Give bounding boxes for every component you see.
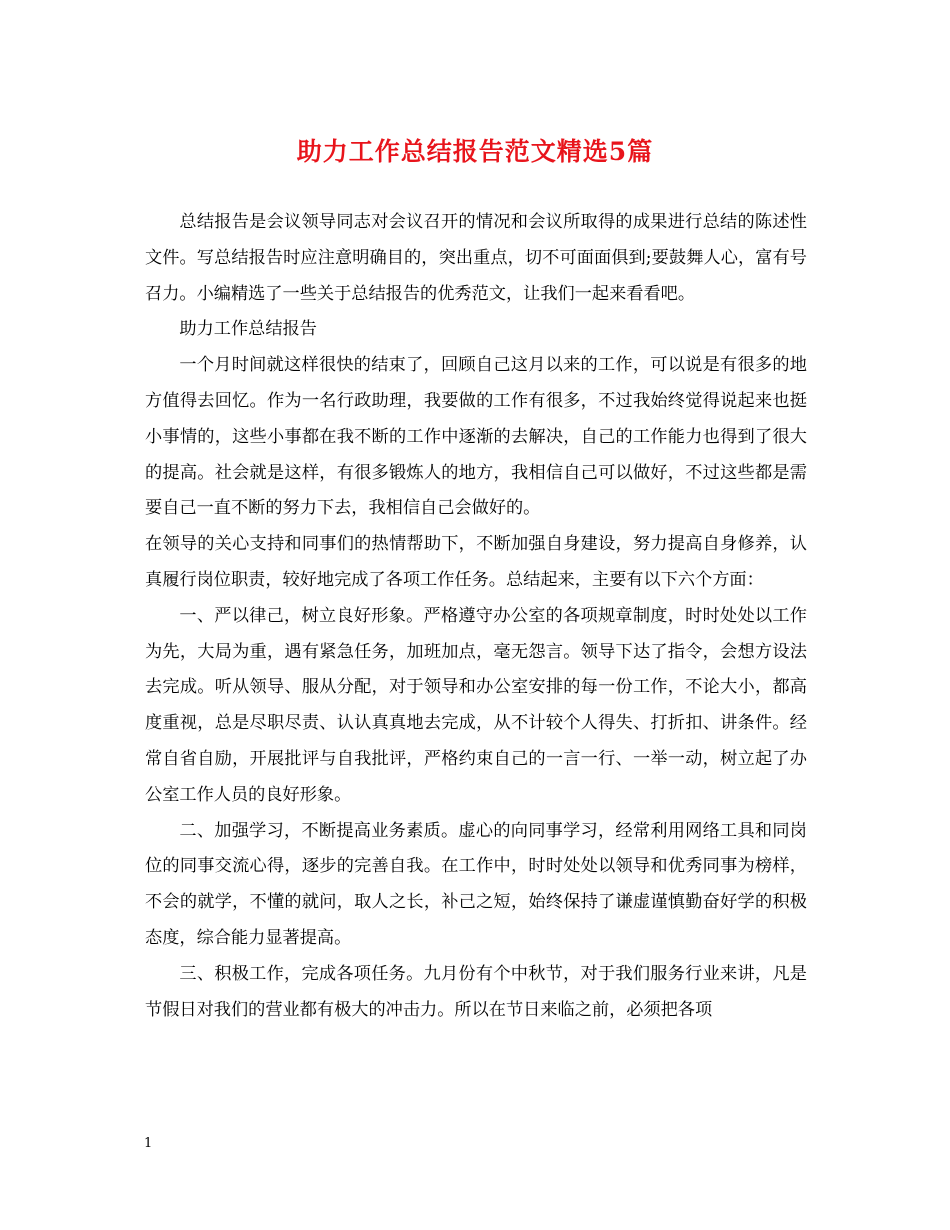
section-heading: 助力工作总结报告 [179, 319, 317, 340]
body-paragraph: 一个月时间就这样很快的结束了，回顾自己这月以来的工作，可以说是有很多的地方值得去回忆。作为一名行政助理，我要做的工作有很多，不过我始终觉得说起来也挺小事情的，这些小事都在我不断的工作中逐渐的去解决，自己的工作能力也得到了很大的提高。社会就是这样，有很多锻炼人的地方，我相信自己可以做好，不过这些都是需要自己一直不断的努力下去，我相信自己会做好的。 [145, 355, 807, 519]
body-paragraph: 三、积极工作，完成各项任务。九月份有个中秋节，对于我们服务行业来讲，凡是节假日对我们的营业都有极大的冲击力。所以在节日来临之前，必须把各项 [145, 963, 807, 1020]
document-title: 助力工作总结报告范文精选5篇 [296, 137, 654, 166]
page-number: 1 [144, 1136, 153, 1151]
body-paragraph: 二、加强学习，不断提高业务素质。虚心的向同事学习，经常利用网络工具和同岗位的同事交流心得，逐步的完善自我。在工作中，时时处处以领导和优秀同事为榜样，不会的就学，不懂的就问，取人之长，补己之短，始终保持了谦虚谨慎勤奋好学的积极态度，综合能力显著提高。 [145, 820, 807, 948]
intro-paragraph: 总结报告是会议领导同志对会议召开的情况和会议所取得的成果进行总结的陈述性文件。写总结报告时应注意明确目的，突出重点，切不可面面俱到;要鼓舞人心，富有号召力。小编精选了一些关于总结报告的优秀范文，让我们一起来看看吧。 [145, 212, 807, 304]
body-paragraph: 一、严以律己，树立良好形象。严格遵守办公室的各项规章制度，时时处处以工作为先，大局为重，遇有紧急任务，加班加点，毫无怨言。领导下达了指令，会想方设法去完成。听从领导、服从分配，对于领导和办公室安排的每一份工作，不论大小，都高度重视，总是尽职尽责、认认真真地去完成，从不计较个人得失、打折扣、讲条件。经常自省自励，开展批评与自我批评，严格约束自己的一言一行、一举一动，树立起了办公室工作人员的良好形象。 [145, 605, 807, 805]
body-paragraph: 在领导的关心支持和同事们的热情帮助下，不断加强自身建设，努力提高自身修养，认真履行岗位职责，较好地完成了各项工作任务。总结起来，主要有以下六个方面： [145, 534, 807, 590]
document-body [145, 205, 807, 1028]
